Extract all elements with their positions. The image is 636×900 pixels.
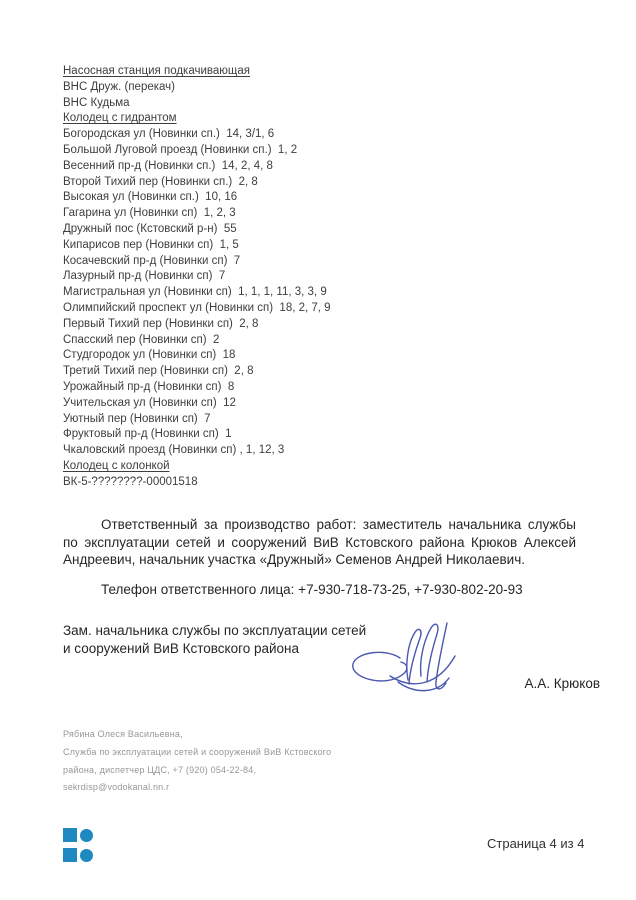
logo-square-icon [63, 848, 77, 862]
footer-contact-line: Рябина Олеся Васильевна, [63, 729, 183, 739]
street-list-item: Колодец с колонкой [63, 459, 170, 472]
street-list-item: Богородская ул (Новинки сп.) 14, 3/1, 6 [63, 128, 275, 141]
vodokanal-logo-icon [63, 828, 99, 863]
street-list-item: Учительская ул (Новинки сп) 12 [63, 396, 236, 409]
street-list-item: Олимпийский проспект ул (Новинки сп) 18, 2, 7, 9 [63, 301, 331, 314]
footer-contact [63, 726, 331, 797]
responsible-paragraph: Ответственный за производство работ: заместитель начальника службы по эксплуатации сетей и сооружений ВиВ Кстовского района Крюков Алексей Андреевич, начальник участка «Дружный» Семенов Андрей Николаевич. [63, 517, 576, 567]
footer-contact-line: sekrdisp@vodokanal.nn.r [63, 782, 170, 793]
street-list-item: Высокая ул (Новинки сп.) 10, 16 [63, 191, 238, 204]
street-list-item: Большой Луговой проезд (Новинки сп.) 1, 2 [63, 143, 298, 156]
street-list-item: Студгородок ул (Новинки сп) 18 [63, 349, 236, 362]
street-list-item: ВК-5-????????-00001518 [63, 475, 198, 488]
signer-name: А.А. Крюков [524, 676, 600, 691]
signature-image [342, 614, 477, 709]
street-list-item: Гагарина ул (Новинки сп) 1, 2, 3 [63, 207, 236, 220]
street-list-item: Чкаловский проезд (Новинки сп) , 1, 12, 3 [63, 444, 285, 457]
street-list-item: Второй Тихий пер (Новинки сп.) 2, 8 [63, 175, 258, 188]
street-list-item: Спасский пер (Новинки сп) 2 [63, 333, 220, 346]
logo-square-icon [63, 828, 77, 842]
street-list-item: Лазурный пр-д (Новинки сп) 7 [63, 270, 226, 283]
street-list-item: Кипарисов пер (Новинки сп) 1, 5 [63, 238, 239, 251]
page-number: Страница 4 из 4 [487, 836, 585, 851]
street-list-item: Фруктовый пр-д (Новинки сп) 1 [63, 428, 232, 441]
street-list-item: Колодец с гидрантом [63, 112, 177, 125]
street-list-item: Магистральная ул (Новинки сп) 1, 1, 1, 11, 3, 3, 9 [63, 286, 327, 299]
street-list-item: Дружный пос (Кстовский р-н) 55 [63, 222, 237, 235]
street-list-item: ВНС Друж. (перекач) [63, 80, 175, 93]
street-list-item: Весенний пр-д (Новинки сп.) 14, 2, 4, 8 [63, 159, 273, 172]
logo-circle-icon [80, 829, 93, 842]
logo-circle-icon [80, 849, 93, 862]
signoff-title: Зам. начальника службы по эксплуатации сетей и сооружений ВиВ Кстовского района [63, 623, 367, 656]
street-list-item: Урожайный пр-д (Новинки сп) 8 [63, 380, 235, 393]
street-list-item: Насосная станция подкачивающая [63, 65, 250, 77]
street-list [63, 64, 331, 491]
street-list-item: Косачевский пр-д (Новинки сп) 7 [63, 254, 241, 267]
street-list-item: Уютный пер (Новинки сп) 7 [63, 412, 211, 425]
footer-contact-line: района, диспетчер ЦДС, +7 (920) 054-22-84, [63, 764, 257, 775]
street-list-item: ВНС Кудьма [63, 96, 130, 109]
street-list-item: Третий Тихий пер (Новинки сп) 2, 8 [63, 365, 254, 378]
footer-contact-line: Служба по эксплуатации сетей и сооружений ВиВ Кстовского [63, 746, 332, 757]
phone-line: Телефон ответственного лица: +7-930-718-73-25, +7-930-802-20-93 [101, 582, 523, 597]
street-list-item: Первый Тихий пер (Новинки сп) 2, 8 [63, 317, 259, 330]
